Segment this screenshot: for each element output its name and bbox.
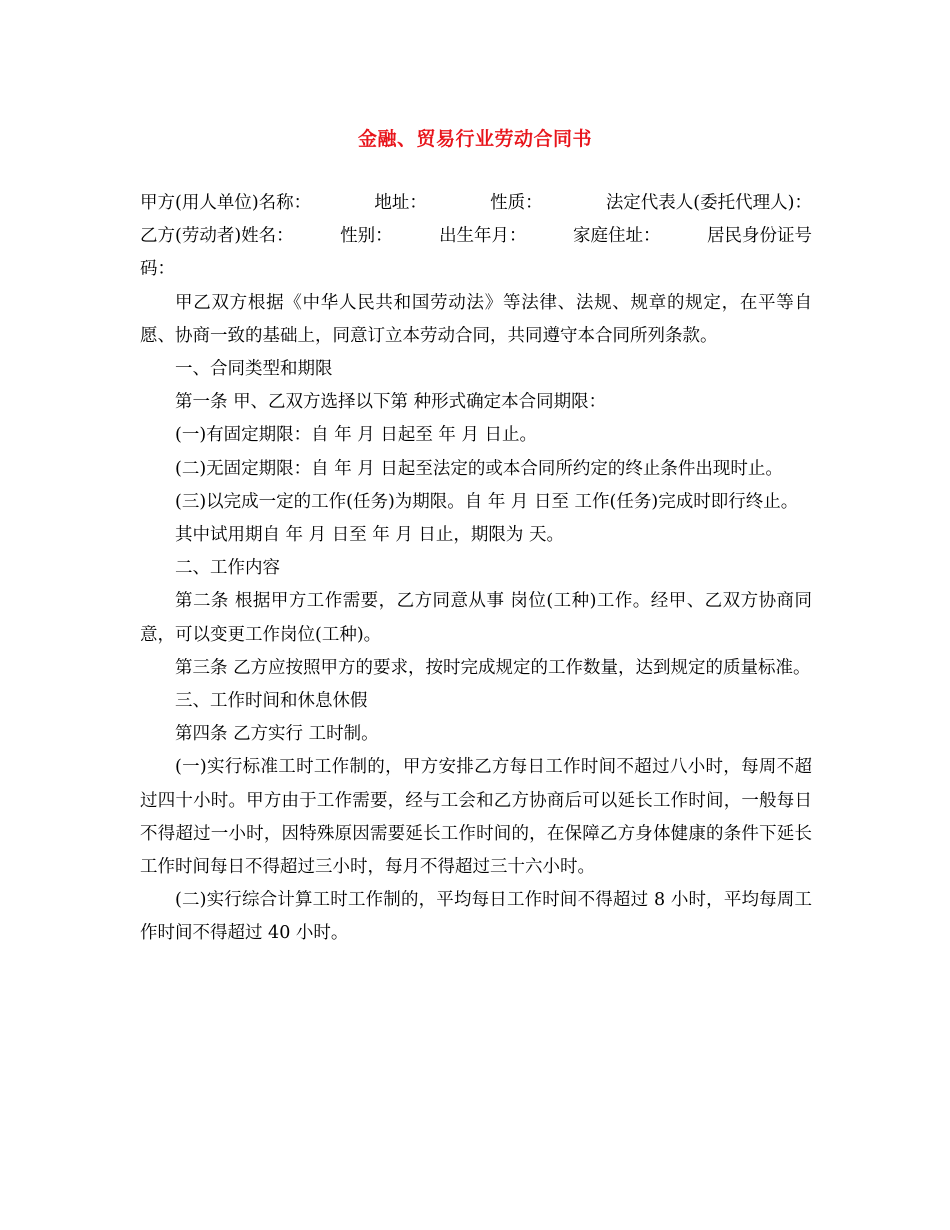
- probation-period: 其中试用期自 年 月 日至 年 月 日止，期限为 天。: [175, 524, 564, 545]
- party-a-line: [140, 187, 812, 220]
- article-2: 第二条 根据甲方工作需要，乙方同意从事 岗位(工种)工作。经甲、乙双方协商同意，可以变更工作岗位(工种)。: [140, 591, 812, 645]
- article-3: 第三条 乙方应按照甲方的要求，按时完成规定的工作数量，达到规定的质量标准。: [175, 657, 811, 678]
- section-heading-work-content: 二、工作内容: [175, 558, 280, 579]
- article-4-option-b: (二)实行综合计算工时工作制的，平均每日工作时间不得超过 8 小时，平均每周工作时间不得超过 40 小时。: [140, 890, 812, 944]
- article-4-option-a: (一)实行标准工时工作制的，甲方安排乙方每日工作时间不超过八小时，每周不超过四十小时。甲方由于工作需要，经与工会和乙方协商后可以延长工作时间，一般每日不得超过一小时，因特殊原因需要延长工作时间的，在保障乙方身体健康的条件下延长工作时间每日不得超过三小时，每月不得超过三十六小时。: [140, 757, 812, 877]
- article-4: 第四条 乙方实行 工时制。: [175, 724, 379, 745]
- intro-paragraph: 甲乙双方根据《中华人民共和国劳动法》等法律、法规、规章的规定，在平等自愿、协商一致的基础上，同意订立本劳动合同，共同遵守本合同所列条款。: [140, 292, 812, 346]
- party-a-address-label: 地址：: [374, 193, 427, 213]
- party-a-nature-label: 性质：: [490, 193, 543, 213]
- party-b-line: [140, 220, 812, 253]
- party-b-gender-label: 性别：: [340, 226, 393, 247]
- section-heading-contract-type: 一、合同类型和期限: [175, 358, 333, 379]
- party-b-address-label: 家庭住址：: [573, 226, 661, 247]
- party-a-name-label: 甲方(用人单位)名称：: [140, 193, 312, 213]
- article-1-option-a: (一)有固定期限：自 年 月 日起至 年 月 日止。: [175, 425, 538, 446]
- document-title: 金融、贸易行业劳动合同书: [357, 128, 592, 150]
- party-b-id-label: 居民身份证号: [706, 226, 812, 247]
- section-heading-work-hours: 三、工作时间和休息休假: [175, 690, 368, 711]
- party-a-representative-label: 法定代表人(委托代理人)：: [605, 193, 812, 213]
- article-1-option-b: (二)无固定期限：自 年 月 日起至法定的或本合同所约定的终止条件出现时止。: [175, 458, 783, 479]
- party-b-name-label: 乙方(劳动者)姓名：: [140, 226, 294, 247]
- article-1-option-c: (三)以完成一定的工作(任务)为期限。自 年 月 日至 工作(任务)完成时即行终止。: [175, 491, 799, 512]
- party-b-birth-label: 出生年月：: [439, 226, 527, 247]
- party-b-id-label-cont: 码：: [140, 259, 175, 280]
- article-1: 第一条 甲、乙双方选择以下第 种形式确定本合同期限：: [175, 392, 607, 413]
- document-body: [140, 187, 812, 951]
